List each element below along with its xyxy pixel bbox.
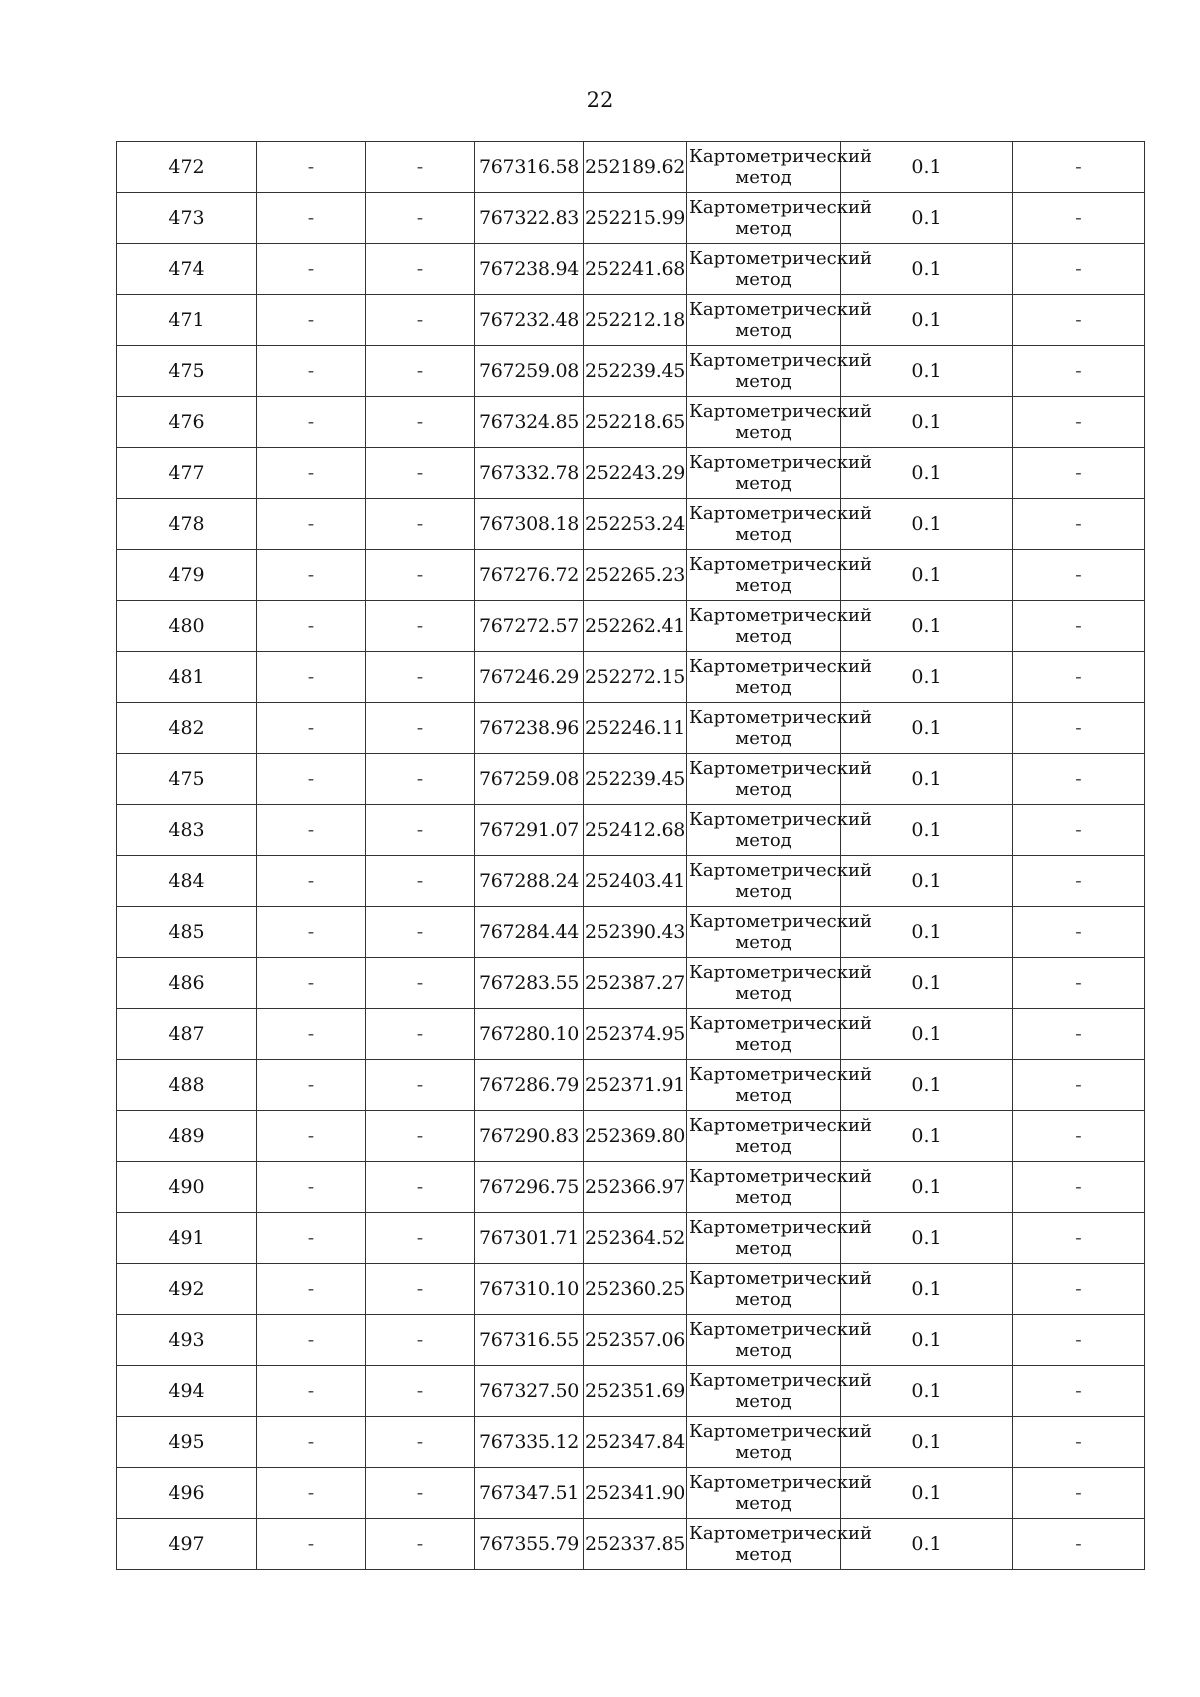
cell-col8: - — [1013, 1468, 1145, 1519]
point-number-cell: 484 — [117, 856, 257, 907]
cell-col8: - — [1013, 907, 1145, 958]
method-cell: Картометрический метод — [687, 958, 841, 1009]
cell-col2: - — [257, 1417, 366, 1468]
cell-col8: - — [1013, 346, 1145, 397]
table-row — [117, 346, 1145, 397]
cell-col2: - — [257, 1009, 366, 1060]
method-cell: Картометрический метод — [687, 193, 841, 244]
accuracy-cell: 0.1 — [841, 1162, 1013, 1213]
page-number: 22 — [586, 88, 614, 112]
point-number-cell: 495 — [117, 1417, 257, 1468]
table-row — [117, 1366, 1145, 1417]
accuracy-cell: 0.1 — [841, 295, 1013, 346]
point-number-cell: 478 — [117, 499, 257, 550]
point-number-cell: 496 — [117, 1468, 257, 1519]
y-coordinate-cell: 252239.45 — [584, 754, 687, 805]
y-coordinate-cell: 252212.18 — [584, 295, 687, 346]
x-coordinate-cell: 767259.08 — [475, 754, 584, 805]
y-coordinate-cell: 252351.69 — [584, 1366, 687, 1417]
y-coordinate-cell: 252369.80 — [584, 1111, 687, 1162]
method-cell: Картометрический метод — [687, 856, 841, 907]
accuracy-cell: 0.1 — [841, 1468, 1013, 1519]
x-coordinate-cell: 767288.24 — [475, 856, 584, 907]
method-cell: Картометрический метод — [687, 1519, 841, 1570]
table-row — [117, 295, 1145, 346]
cell-col3: - — [366, 499, 475, 550]
point-number-cell: 481 — [117, 652, 257, 703]
cell-col2: - — [257, 244, 366, 295]
cell-col3: - — [366, 1060, 475, 1111]
table-row — [117, 703, 1145, 754]
cell-col2: - — [257, 346, 366, 397]
cell-col8: - — [1013, 805, 1145, 856]
cell-col3: - — [366, 1111, 475, 1162]
cell-col2: - — [257, 601, 366, 652]
cell-col8: - — [1013, 142, 1145, 193]
point-number-cell: 488 — [117, 1060, 257, 1111]
x-coordinate-cell: 767301.71 — [475, 1213, 584, 1264]
y-coordinate-cell: 252347.84 — [584, 1417, 687, 1468]
x-coordinate-cell: 767316.58 — [475, 142, 584, 193]
cell-col8: - — [1013, 958, 1145, 1009]
x-coordinate-cell: 767259.08 — [475, 346, 584, 397]
accuracy-cell: 0.1 — [841, 703, 1013, 754]
y-coordinate-cell: 252403.41 — [584, 856, 687, 907]
accuracy-cell: 0.1 — [841, 550, 1013, 601]
cell-col3: - — [366, 1519, 475, 1570]
table-row — [117, 601, 1145, 652]
x-coordinate-cell: 767238.96 — [475, 703, 584, 754]
method-cell: Картометрический метод — [687, 1366, 841, 1417]
cell-col2: - — [257, 295, 366, 346]
y-coordinate-cell: 252189.62 — [584, 142, 687, 193]
cell-col3: - — [366, 1009, 475, 1060]
cell-col8: - — [1013, 295, 1145, 346]
method-cell: Картометрический метод — [687, 652, 841, 703]
cell-col3: - — [366, 550, 475, 601]
point-number-cell: 475 — [117, 754, 257, 805]
x-coordinate-cell: 767310.10 — [475, 1264, 584, 1315]
cell-col8: - — [1013, 652, 1145, 703]
table-row — [117, 856, 1145, 907]
x-coordinate-cell: 767322.83 — [475, 193, 584, 244]
x-coordinate-cell: 767246.29 — [475, 652, 584, 703]
y-coordinate-cell: 252239.45 — [584, 346, 687, 397]
accuracy-cell: 0.1 — [841, 1060, 1013, 1111]
method-cell: Картометрический метод — [687, 1264, 841, 1315]
cell-col3: - — [366, 907, 475, 958]
table-row — [117, 1468, 1145, 1519]
cell-col3: - — [366, 244, 475, 295]
cell-col3: - — [366, 448, 475, 499]
cell-col3: - — [366, 856, 475, 907]
cell-col3: - — [366, 295, 475, 346]
method-cell: Картометрический метод — [687, 499, 841, 550]
x-coordinate-cell: 767272.57 — [475, 601, 584, 652]
cell-col2: - — [257, 397, 366, 448]
cell-col3: - — [366, 1366, 475, 1417]
point-number-cell: 479 — [117, 550, 257, 601]
cell-col2: - — [257, 1111, 366, 1162]
cell-col8: - — [1013, 448, 1145, 499]
point-number-cell: 472 — [117, 142, 257, 193]
cell-col8: - — [1013, 856, 1145, 907]
cell-col3: - — [366, 1162, 475, 1213]
method-cell: Картометрический метод — [687, 397, 841, 448]
cell-col8: - — [1013, 1060, 1145, 1111]
method-cell: Картометрический метод — [687, 1468, 841, 1519]
cell-col2: - — [257, 448, 366, 499]
cell-col3: - — [366, 754, 475, 805]
accuracy-cell: 0.1 — [841, 1519, 1013, 1570]
cell-col3: - — [366, 805, 475, 856]
cell-col3: - — [366, 601, 475, 652]
table-row — [117, 550, 1145, 601]
cell-col2: - — [257, 1162, 366, 1213]
x-coordinate-cell: 767324.85 — [475, 397, 584, 448]
method-cell: Картометрический метод — [687, 907, 841, 958]
accuracy-cell: 0.1 — [841, 397, 1013, 448]
cell-col8: - — [1013, 1519, 1145, 1570]
accuracy-cell: 0.1 — [841, 1009, 1013, 1060]
y-coordinate-cell: 252341.90 — [584, 1468, 687, 1519]
cell-col2: - — [257, 550, 366, 601]
cell-col2: - — [257, 1468, 366, 1519]
point-number-cell: 490 — [117, 1162, 257, 1213]
table-row — [117, 193, 1145, 244]
y-coordinate-cell: 252215.99 — [584, 193, 687, 244]
cell-col8: - — [1013, 1366, 1145, 1417]
table-row — [117, 754, 1145, 805]
coordinates-table — [116, 141, 1145, 1570]
method-cell: Картометрический метод — [687, 1417, 841, 1468]
cell-col8: - — [1013, 1111, 1145, 1162]
cell-col8: - — [1013, 1009, 1145, 1060]
cell-col8: - — [1013, 193, 1145, 244]
accuracy-cell: 0.1 — [841, 1417, 1013, 1468]
y-coordinate-cell: 252364.52 — [584, 1213, 687, 1264]
cell-col2: - — [257, 703, 366, 754]
method-cell: Картометрический метод — [687, 601, 841, 652]
accuracy-cell: 0.1 — [841, 244, 1013, 295]
table-row — [117, 1213, 1145, 1264]
point-number-cell: 485 — [117, 907, 257, 958]
x-coordinate-cell: 767284.44 — [475, 907, 584, 958]
table-row — [117, 448, 1145, 499]
point-number-cell: 475 — [117, 346, 257, 397]
point-number-cell: 471 — [117, 295, 257, 346]
method-cell: Картометрический метод — [687, 448, 841, 499]
y-coordinate-cell: 252387.27 — [584, 958, 687, 1009]
cell-col8: - — [1013, 397, 1145, 448]
cell-col3: - — [366, 346, 475, 397]
cell-col8: - — [1013, 1417, 1145, 1468]
x-coordinate-cell: 767332.78 — [475, 448, 584, 499]
method-cell: Картометрический метод — [687, 1111, 841, 1162]
table-row — [117, 1111, 1145, 1162]
cell-col3: - — [366, 652, 475, 703]
x-coordinate-cell: 767291.07 — [475, 805, 584, 856]
cell-col2: - — [257, 1264, 366, 1315]
y-coordinate-cell: 252337.85 — [584, 1519, 687, 1570]
y-coordinate-cell: 252272.15 — [584, 652, 687, 703]
point-number-cell: 494 — [117, 1366, 257, 1417]
cell-col3: - — [366, 1417, 475, 1468]
table-row — [117, 397, 1145, 448]
table-row — [117, 805, 1145, 856]
point-number-cell: 491 — [117, 1213, 257, 1264]
method-cell: Картометрический метод — [687, 346, 841, 397]
cell-col3: - — [366, 1213, 475, 1264]
y-coordinate-cell: 252374.95 — [584, 1009, 687, 1060]
cell-col8: - — [1013, 1213, 1145, 1264]
x-coordinate-cell: 767280.10 — [475, 1009, 584, 1060]
method-cell: Картометрический метод — [687, 142, 841, 193]
accuracy-cell: 0.1 — [841, 601, 1013, 652]
cell-col2: - — [257, 1060, 366, 1111]
y-coordinate-cell: 252357.06 — [584, 1315, 687, 1366]
point-number-cell: 497 — [117, 1519, 257, 1570]
cell-col2: - — [257, 652, 366, 703]
accuracy-cell: 0.1 — [841, 907, 1013, 958]
accuracy-cell: 0.1 — [841, 448, 1013, 499]
x-coordinate-cell: 767296.75 — [475, 1162, 584, 1213]
point-number-cell: 492 — [117, 1264, 257, 1315]
x-coordinate-cell: 767290.83 — [475, 1111, 584, 1162]
method-cell: Картометрический метод — [687, 244, 841, 295]
x-coordinate-cell: 767335.12 — [475, 1417, 584, 1468]
table-row — [117, 244, 1145, 295]
y-coordinate-cell: 252390.43 — [584, 907, 687, 958]
method-cell: Картометрический метод — [687, 1213, 841, 1264]
y-coordinate-cell: 252246.11 — [584, 703, 687, 754]
accuracy-cell: 0.1 — [841, 1111, 1013, 1162]
cell-col3: - — [366, 193, 475, 244]
x-coordinate-cell: 767355.79 — [475, 1519, 584, 1570]
table-row — [117, 958, 1145, 1009]
y-coordinate-cell: 252360.25 — [584, 1264, 687, 1315]
cell-col3: - — [366, 397, 475, 448]
method-cell: Картометрический метод — [687, 1009, 841, 1060]
cell-col8: - — [1013, 550, 1145, 601]
cell-col2: - — [257, 805, 366, 856]
method-cell: Картометрический метод — [687, 703, 841, 754]
accuracy-cell: 0.1 — [841, 805, 1013, 856]
table-row — [117, 1162, 1145, 1213]
method-cell: Картометрический метод — [687, 754, 841, 805]
method-cell: Картометрический метод — [687, 550, 841, 601]
y-coordinate-cell: 252218.65 — [584, 397, 687, 448]
point-number-cell: 489 — [117, 1111, 257, 1162]
cell-col8: - — [1013, 1315, 1145, 1366]
table-row — [117, 1315, 1145, 1366]
accuracy-cell: 0.1 — [841, 1264, 1013, 1315]
table-body — [117, 142, 1145, 1570]
cell-col2: - — [257, 1315, 366, 1366]
x-coordinate-cell: 767316.55 — [475, 1315, 584, 1366]
y-coordinate-cell: 252371.91 — [584, 1060, 687, 1111]
cell-col8: - — [1013, 703, 1145, 754]
cell-col2: - — [257, 958, 366, 1009]
cell-col2: - — [257, 193, 366, 244]
y-coordinate-cell: 252243.29 — [584, 448, 687, 499]
table-row — [117, 907, 1145, 958]
cell-col2: - — [257, 856, 366, 907]
accuracy-cell: 0.1 — [841, 754, 1013, 805]
method-cell: Картометрический метод — [687, 805, 841, 856]
y-coordinate-cell: 252262.41 — [584, 601, 687, 652]
point-number-cell: 473 — [117, 193, 257, 244]
cell-col2: - — [257, 1519, 366, 1570]
accuracy-cell: 0.1 — [841, 1366, 1013, 1417]
x-coordinate-cell: 767308.18 — [475, 499, 584, 550]
x-coordinate-cell: 767232.48 — [475, 295, 584, 346]
table-row — [117, 652, 1145, 703]
cell-col8: - — [1013, 601, 1145, 652]
y-coordinate-cell: 252412.68 — [584, 805, 687, 856]
accuracy-cell: 0.1 — [841, 499, 1013, 550]
cell-col3: - — [366, 142, 475, 193]
accuracy-cell: 0.1 — [841, 652, 1013, 703]
method-cell: Картометрический метод — [687, 295, 841, 346]
x-coordinate-cell: 767238.94 — [475, 244, 584, 295]
x-coordinate-cell: 767276.72 — [475, 550, 584, 601]
point-number-cell: 486 — [117, 958, 257, 1009]
cell-col2: - — [257, 142, 366, 193]
accuracy-cell: 0.1 — [841, 142, 1013, 193]
table-row — [117, 142, 1145, 193]
point-number-cell: 474 — [117, 244, 257, 295]
accuracy-cell: 0.1 — [841, 193, 1013, 244]
cell-col3: - — [366, 958, 475, 1009]
table-row — [117, 1060, 1145, 1111]
method-cell: Картометрический метод — [687, 1162, 841, 1213]
point-number-cell: 483 — [117, 805, 257, 856]
cell-col2: - — [257, 754, 366, 805]
point-number-cell: 482 — [117, 703, 257, 754]
cell-col8: - — [1013, 244, 1145, 295]
cell-col3: - — [366, 703, 475, 754]
x-coordinate-cell: 767283.55 — [475, 958, 584, 1009]
cell-col2: - — [257, 1366, 366, 1417]
table-row — [117, 1264, 1145, 1315]
accuracy-cell: 0.1 — [841, 856, 1013, 907]
y-coordinate-cell: 252253.24 — [584, 499, 687, 550]
cell-col8: - — [1013, 499, 1145, 550]
method-cell: Картометрический метод — [687, 1315, 841, 1366]
x-coordinate-cell: 767327.50 — [475, 1366, 584, 1417]
table-row — [117, 499, 1145, 550]
cell-col3: - — [366, 1315, 475, 1366]
cell-col2: - — [257, 907, 366, 958]
point-number-cell: 476 — [117, 397, 257, 448]
x-coordinate-cell: 767347.51 — [475, 1468, 584, 1519]
x-coordinate-cell: 767286.79 — [475, 1060, 584, 1111]
cell-col8: - — [1013, 1162, 1145, 1213]
point-number-cell: 487 — [117, 1009, 257, 1060]
point-number-cell: 480 — [117, 601, 257, 652]
y-coordinate-cell: 252241.68 — [584, 244, 687, 295]
accuracy-cell: 0.1 — [841, 958, 1013, 1009]
method-cell: Картометрический метод — [687, 1060, 841, 1111]
cell-col8: - — [1013, 1264, 1145, 1315]
accuracy-cell: 0.1 — [841, 1213, 1013, 1264]
cell-col3: - — [366, 1468, 475, 1519]
cell-col8: - — [1013, 754, 1145, 805]
table-row — [117, 1417, 1145, 1468]
point-number-cell: 477 — [117, 448, 257, 499]
y-coordinate-cell: 252265.23 — [584, 550, 687, 601]
cell-col2: - — [257, 499, 366, 550]
table-row — [117, 1519, 1145, 1570]
cell-col2: - — [257, 1213, 366, 1264]
cell-col3: - — [366, 1264, 475, 1315]
accuracy-cell: 0.1 — [841, 346, 1013, 397]
y-coordinate-cell: 252366.97 — [584, 1162, 687, 1213]
table-row — [117, 1009, 1145, 1060]
point-number-cell: 493 — [117, 1315, 257, 1366]
accuracy-cell: 0.1 — [841, 1315, 1013, 1366]
